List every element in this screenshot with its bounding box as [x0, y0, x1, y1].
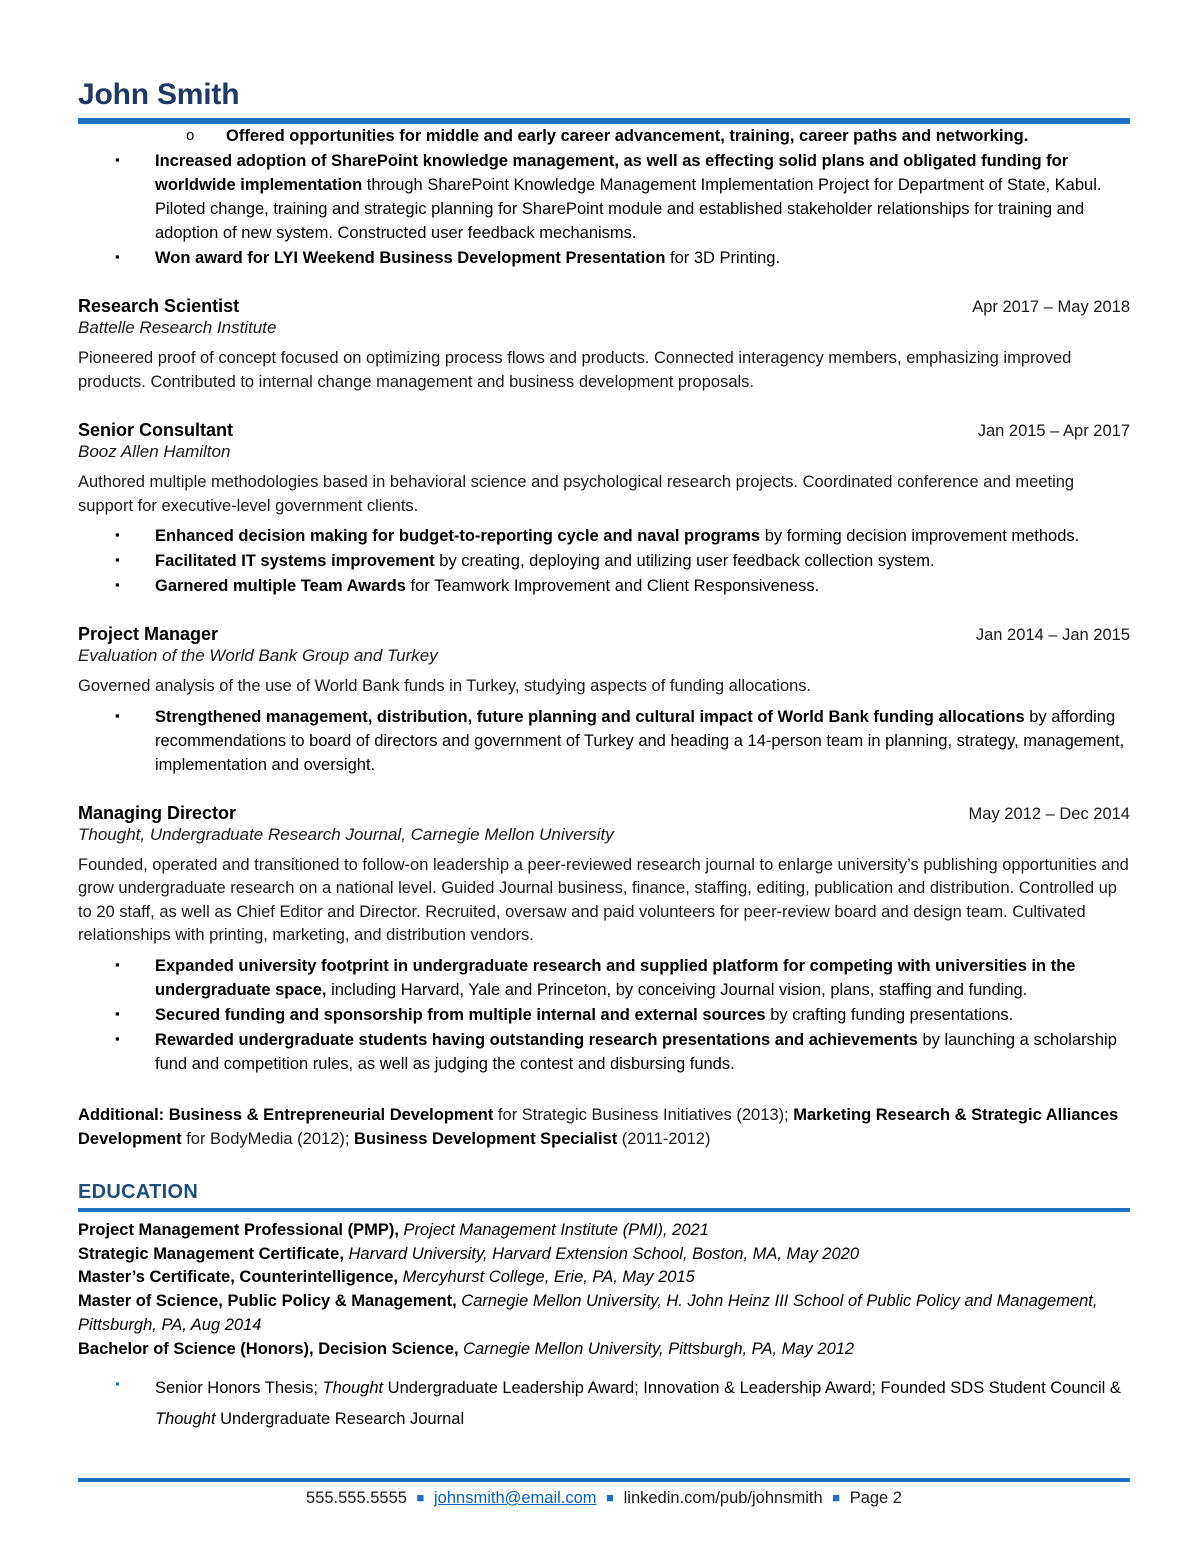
bullet-lead-text: Rewarded undergraduate students having outstanding research presentations and achievements — [155, 1030, 918, 1049]
job-title: Senior Consultant — [78, 420, 234, 441]
bullet-lead-text: Won award for LYI Weekend Business Development Presentation — [155, 249, 666, 268]
job-bullet-list — [78, 705, 1130, 777]
education-entry — [78, 1219, 1130, 1243]
job-dates: Jan 2014 – Jan 2015 — [975, 626, 1130, 645]
education-degree: Master of Science, Public Policy & Management, — [78, 1292, 457, 1311]
education-institution: Carnegie Mellon University, Pittsburgh, PA, May 2012 — [458, 1339, 855, 1358]
square-bullet-icon — [115, 1373, 155, 1396]
list-item — [78, 524, 1130, 548]
footer-linkedin: linkedin.com/pub/johnsmith — [623, 1489, 823, 1507]
footer-divider — [78, 1478, 1130, 1482]
bullet-lead-text: Expanded university footprint in undergraduate research and supplied platform for competing with universities in the undergraduate space, — [155, 956, 1076, 999]
square-bullet-icon — [115, 149, 155, 172]
job-description: Founded, operated and transitioned to follow-on leadership a peer-reviewed research journal to enlarge university’s publishing opportunities and grow undergraduate research on a national level. Guided Journal business, finance, staffing, editing, publication and distribution. Controlled up to 20 staff, as well as Chief Editor and Director. Recruited, oversaw and paid volunteers for peer-review board and design team. Cultivated relationships with printing, marketing, and distribution vendors. — [78, 856, 1129, 945]
bullet-lead-text: Increased adoption of SharePoint knowledge management, as well as effecting solid plans and obligated funding for worldwide implementation — [155, 152, 1069, 195]
education-entry — [78, 1243, 1130, 1267]
experience-entry-header — [78, 420, 1130, 441]
additional-segment: Business Development Specialist — [354, 1129, 618, 1148]
list-item — [78, 574, 1130, 598]
job-description: Governed analysis of the use of World Bank funds in Turkey, studying aspects of funding allocations. — [78, 677, 812, 696]
footer-page-number: Page 2 — [849, 1489, 902, 1507]
footer-contact-line — [78, 1489, 1130, 1508]
resume-header — [78, 78, 1130, 124]
bullet-body-text: by launching a scholarship fund and competition rules, as well as judging the contest and disbursing funds. — [155, 1030, 1117, 1074]
square-bullet-icon — [115, 954, 155, 977]
list-item — [78, 124, 1130, 148]
experience-list — [78, 296, 1130, 1076]
footer-phone: 555.555.5555 — [306, 1489, 407, 1507]
experience-entry — [78, 420, 1130, 598]
list-item-text — [155, 1373, 1130, 1434]
education-section — [78, 1181, 1130, 1435]
list-item-text — [155, 705, 1130, 777]
experience-entry — [78, 803, 1130, 1076]
bullet-body-text: for 3D Printing. — [665, 249, 781, 268]
experience-entry-header — [78, 624, 1130, 645]
job-title: Managing Director — [78, 803, 237, 824]
bullet-body-text: by affording recommendations to board of directors and government of Turkey and heading a 14-person team in planning, strategy, management, implementation and oversight. — [155, 707, 1125, 774]
job-bullet-list — [78, 954, 1130, 1076]
footer-email-link[interactable]: johnsmith@email.com — [434, 1489, 597, 1507]
bullet-lead-text: Strengthened management, distribution, future planning and cultural impact of World Bank funding allocations — [155, 707, 1025, 726]
list-item-text — [155, 574, 1130, 598]
list-item — [78, 1028, 1130, 1076]
square-bullet-icon — [115, 524, 155, 547]
bullet-lead-text: Secured funding and sponsorship from multiple internal and external sources — [155, 1005, 766, 1024]
education-degree: Master’s Certificate, Counterintelligence, — [78, 1268, 399, 1287]
education-entry — [78, 1338, 1130, 1362]
footer-separator-icon: ■ — [416, 1490, 425, 1505]
job-organization: Thought, Undergraduate Research Journal, Carnegie Mellon University — [78, 825, 614, 845]
additional-segment: Business & Entrepreneurial Development — [168, 1106, 494, 1125]
bullet-body-text: by forming decision improvement methods. — [760, 527, 1080, 546]
footer-separator-icon: ■ — [606, 1490, 615, 1505]
education-institution: Mercyhurst College, Erie, PA, May 2015 — [398, 1268, 695, 1287]
education-entry — [78, 1266, 1130, 1290]
job-organization: Battelle Research Institute — [78, 318, 277, 338]
additional-segment: Marketing Research & Strategic Alliances Development — [78, 1106, 1119, 1148]
job-bullet-list — [78, 524, 1130, 598]
bullet-body-text: by creating, deploying and utilizing user feedback collection system. — [434, 552, 935, 571]
list-item — [78, 1003, 1130, 1027]
education-institution: Carnegie Mellon University, H. John Heinz III School of Public Policy and Management, Pittsburgh, PA, Aug 2014 — [78, 1292, 1098, 1334]
job-organization: Evaluation of the World Bank Group and Turkey — [78, 646, 438, 666]
bullet-body-text: for Teamwork Improvement and Client Responsiveness. — [405, 577, 820, 596]
job-dates: Apr 2017 – May 2018 — [972, 298, 1130, 317]
additional-segment: for Strategic Business Initiatives (2013); — [493, 1106, 794, 1125]
job-dates: Jan 2015 – Apr 2017 — [977, 422, 1130, 441]
bullet-lead-text: Garnered multiple Team Awards — [155, 577, 406, 596]
experience-entry-header — [78, 803, 1130, 824]
list-item-text — [155, 149, 1130, 245]
bullet-lead-text: Facilitated IT systems improvement — [155, 552, 435, 571]
award-segment: Undergraduate Research Journal — [215, 1409, 465, 1428]
circle-bullet-icon: o — [186, 127, 195, 144]
education-institution: Project Management Institute (PMI), 2021 — [398, 1220, 709, 1239]
job-title: Research Scientist — [78, 296, 240, 317]
experience-entry — [78, 296, 1130, 394]
experience-entry-header — [78, 296, 1130, 317]
education-degree: Project Management Professional (PMP), — [78, 1220, 399, 1239]
bullet-body-text: by crafting funding presentations. — [765, 1005, 1014, 1024]
education-entry — [78, 1290, 1130, 1338]
footer-separator-icon: ■ — [832, 1490, 841, 1505]
experience-entry — [78, 624, 1130, 777]
list-item — [78, 149, 1130, 245]
bullet-lead-text: Enhanced decision making for budget-to-reporting cycle and naval programs — [155, 527, 761, 546]
award-segment: Senior Honors Thesis; — [155, 1379, 323, 1398]
list-item-text — [155, 246, 1130, 270]
additional-segment: for BodyMedia (2012); — [181, 1129, 355, 1148]
list-item — [78, 705, 1130, 777]
bullet-body-text: through SharePoint Knowledge Management Implementation Project for Department of State, Kabul. Piloted change, training and strategic planning for SharePoint module and established stakeholder relationships for training and adoption of new system. Constructed user feedback mechanisms. — [155, 176, 1102, 243]
job-description: Authored multiple methodologies based in behavioral science and psychological research projects. Coordinated conference and meeting support for executive-level government clients. — [78, 473, 1075, 515]
square-bullet-icon — [115, 549, 155, 572]
bullet-body-text: including Harvard, Yale and Princeton, by conceiving Journal vision, plans, staffing and funding. — [326, 980, 1028, 999]
square-bullet-icon — [115, 1028, 155, 1051]
job-description: Pioneered proof of concept focused on optimizing process flows and products. Connected interagency members, emphasizing improved products. Contributed to internal change management and business development proposals. — [78, 349, 1072, 391]
list-item-text — [155, 1003, 1130, 1027]
award-segment: Undergraduate Leadership Award; Innovation & Leadership Award; Founded SDS Student Council & — [383, 1379, 1121, 1398]
additional-label: Additional: — [78, 1106, 169, 1125]
list-item-text — [155, 524, 1130, 548]
square-bullet-icon — [115, 1003, 155, 1026]
square-bullet-icon — [115, 246, 155, 269]
list-item-text — [226, 124, 1130, 148]
education-entry-list — [78, 1219, 1130, 1362]
additional-segment: (2011-2012) — [617, 1129, 711, 1148]
award-segment: Thought — [155, 1409, 216, 1428]
page-footer — [78, 1478, 1130, 1508]
list-item-text — [155, 1028, 1130, 1076]
education-degree: Bachelor of Science (Honors), Decision Science, — [78, 1339, 459, 1358]
additional-experience — [78, 1104, 1130, 1151]
job-title: Project Manager — [78, 624, 219, 645]
square-bullet-icon — [115, 705, 155, 728]
education-divider — [78, 1208, 1130, 1212]
job-organization: Booz Allen Hamilton — [78, 442, 231, 462]
continued-bullet-list — [78, 124, 1130, 270]
education-awards-list — [78, 1373, 1130, 1434]
award-segment: Thought — [322, 1379, 384, 1398]
education-institution: Harvard University, Harvard Extension School, Boston, MA, May 2020 — [343, 1244, 859, 1263]
page-title: John Smith — [78, 78, 240, 111]
list-item — [78, 246, 1130, 270]
list-item-text — [155, 954, 1130, 1002]
list-item — [78, 549, 1130, 573]
education-degree: Strategic Management Certificate, — [78, 1244, 344, 1263]
list-item — [78, 1373, 1130, 1434]
bullet-lead-text: Offered opportunities for middle and early career advancement, training, career paths and networking. — [226, 127, 1029, 145]
square-bullet-icon — [115, 574, 155, 597]
list-item-text — [155, 549, 1130, 573]
job-dates: May 2012 – Dec 2014 — [968, 805, 1130, 824]
list-item — [78, 954, 1130, 1002]
section-title-education: EDUCATION — [78, 1180, 199, 1203]
